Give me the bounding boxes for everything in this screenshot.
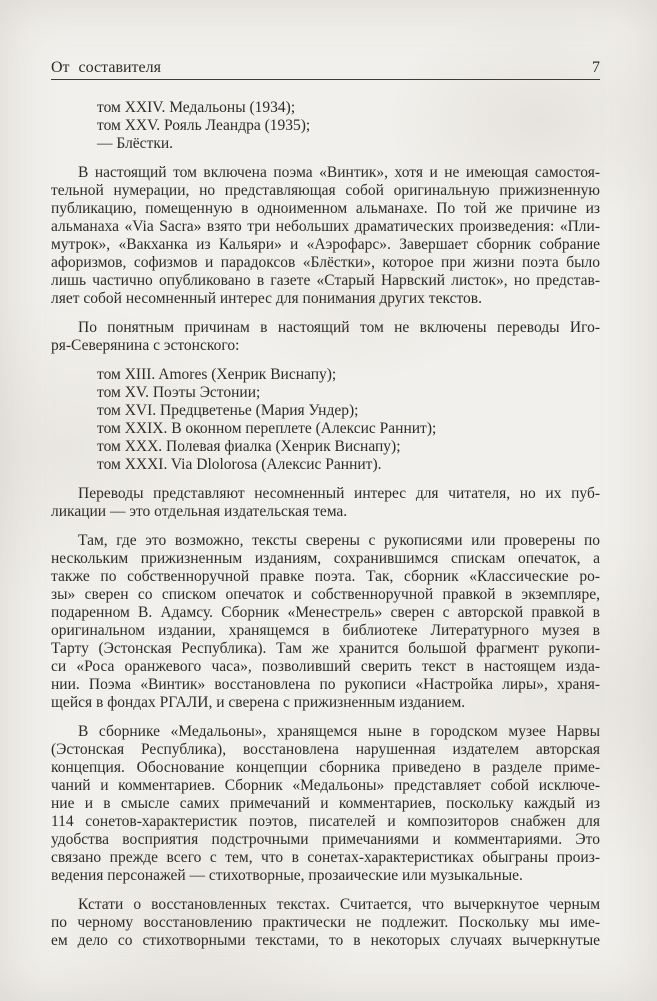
text-line: том XXV. Рояль Леандра (1935); — [97, 117, 311, 134]
paragraph — [51, 896, 600, 950]
text-line: — Блёстки. — [97, 135, 174, 152]
text-line: В сборнике «Медальоны», хранящемся ныне в городском музее Нарвы — [78, 723, 600, 740]
text-line: ем дело со стихотворными текстами, то в некоторых случаях вычеркнутые — [51, 932, 600, 949]
page-header — [0, 0, 657, 77]
text-line: чаний и комментариев. Сборник «Медальоны» представляет собой исключе- — [51, 777, 600, 794]
text-line: публикацию, помещенную в одноименном альманахе. По той же причине из — [51, 200, 600, 217]
text-line: тельной нумерации, но представляющая собой оригинальную прижизненную — [51, 182, 600, 199]
text-line: том XIII. Amores (Хенрик Виснапу); — [97, 366, 337, 383]
text-line: ние и в смысле самих примечаний и комментариев, поскольку каждый из — [51, 795, 600, 812]
text-line: том XXIX. В оконном переплете (Алексис Раннит); — [97, 420, 437, 437]
text-line: ликации — это отдельная издательская тема. — [51, 503, 348, 520]
running-title: От составителя — [51, 59, 161, 76]
text-line: си «Роса оранжевого часа», позволивший сверить текст в настоящем изда- — [51, 658, 600, 675]
text-line: концепция. Обоснование концепции сборника приведено в разделе приме- — [51, 759, 600, 776]
paragraph — [51, 485, 600, 521]
text-line: В настоящий том включена поэма «Винтик», хотя и не имеющая самостоя- — [78, 164, 600, 181]
page-number: 7 — [592, 59, 600, 76]
volume-list — [51, 366, 600, 474]
text-line: По понятным причинам в настоящий том не включены переводы Иго- — [78, 319, 600, 336]
text-line: ведения персонажей — стихотворные, прозаические или музыкальные. — [51, 867, 523, 884]
text-line: том XVI. Предцветенье (Мария Ундер); — [97, 402, 359, 419]
text-line: Кстати о восстановленных текстах. Считается, что вычеркнутое черным — [78, 896, 600, 913]
text-line: том XV. Поэты Эстонии; — [97, 384, 261, 401]
text-line: 114 сонетов-характеристик поэтов, писателей и композиторов снабжен для — [51, 813, 600, 830]
text-line: оригинальном издании, хранящемся в библиотеке Литературного музея в — [51, 622, 600, 639]
text-line: ляет собой несомненный интерес для понимания других текстов. — [51, 290, 482, 307]
text-line: подаренном В. Адамсу. Сборник «Менестрель» сверен с авторской правкой в — [51, 604, 600, 621]
text-line: мутрок», «Вакханка из Кальяри» и «Аэрофарс». Завершает сборник собрание — [51, 236, 600, 253]
text-line: Переводы представляют несомненный интерес для читателя, но их пуб- — [78, 485, 600, 502]
paragraph — [51, 164, 600, 308]
text-line: нии. Поэма «Винтик» восстановлена по рукописи «Настройка лиры», храня- — [51, 676, 600, 693]
page-content — [51, 99, 600, 950]
text-line: Тарту (Эстонская Республика). Там же хранится большой фрагмент рукопи- — [51, 640, 600, 657]
text-line: также по собственноручной правке поэта. Так, сборник «Классические ро- — [51, 568, 600, 585]
text-line: зы» сверен со списком опечаток и собственноручной правкой в экземпляре, — [51, 586, 600, 603]
text-line: лишь частично опубликовано в газете «Старый Нарвский листок», но представ- — [51, 272, 600, 289]
text-line: том XXX. Полевая фиалка (Хенрик Виснапу); — [97, 438, 401, 455]
text-line: альманаха «Via Sacra» взято три небольших драматических произведения: «Пли- — [51, 218, 600, 235]
text-line: по черному восстановлению практически не подлежит. Поскольку мы име- — [51, 914, 600, 931]
text-line: том XXIV. Медальоны (1934); — [97, 99, 296, 116]
text-line: щейся в фондах РГАЛИ, и сверена с прижизненным изданием. — [51, 694, 466, 711]
paragraph — [51, 532, 600, 712]
text-line: связано прежде всего с тем, что в сонетах-характеристиках обыграны произ- — [51, 849, 600, 866]
text-line: том XXXI. Via Dlolorosa (Алексис Раннит). — [97, 456, 382, 473]
paragraph — [51, 319, 600, 355]
text-line: нескольким прижизненным изданиям, сохранившимся спискам опечаток, а — [51, 550, 600, 567]
paragraph — [51, 723, 600, 885]
header-rule — [51, 79, 600, 80]
text-line: удобства восприятия подстрочными примечаниями и комментариями. Это — [51, 831, 600, 848]
volume-list — [51, 99, 600, 153]
text-line: Там, где это возможно, тексты сверены с рукописями или проверены по — [78, 532, 600, 549]
text-line: (Эстонская Республика), восстановлена нарушенная издателем авторская — [51, 741, 600, 758]
text-line: афоризмов, софизмов и парадоксов «Блёстки», которое при жизни поэта было — [51, 254, 600, 271]
text-line: ря-Северянина с эстонского: — [51, 337, 240, 354]
